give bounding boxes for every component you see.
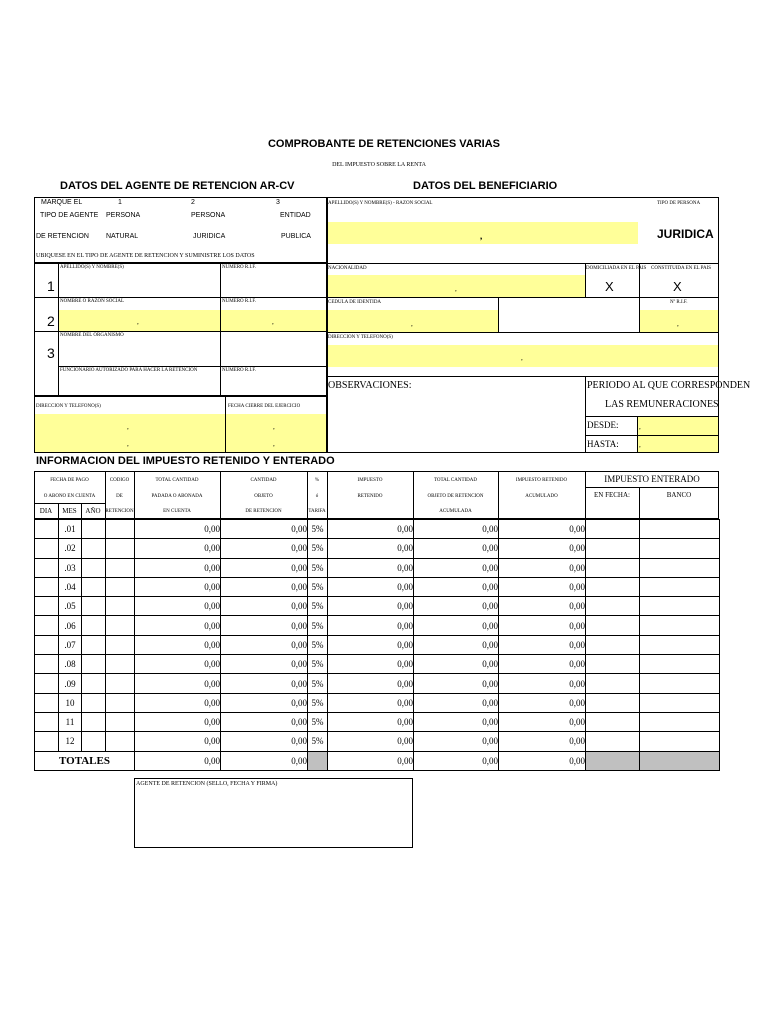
tot-obj-cell: 0,00: [414, 597, 499, 616]
h-pct-2: ó: [315, 494, 319, 499]
periodo-label-1: PERIODO AL QUE CORRESPONDEN: [587, 380, 751, 391]
imp-acum-cell: 0,00: [499, 539, 586, 558]
imp-acum-cell: 0,00: [499, 655, 586, 674]
total-cell: 0,00: [135, 616, 221, 635]
table-row: [35, 539, 720, 558]
table-row: [35, 520, 720, 539]
totales-fecha-cell: [586, 751, 640, 770]
agent-juridica-rif-field[interactable]: [221, 310, 326, 331]
mes-cell: 11: [59, 712, 82, 731]
cantidad-cell: 0,00: [221, 539, 308, 558]
cantidad-cell: 0,00: [221, 732, 308, 751]
en-fecha-cell[interactable]: [586, 732, 640, 751]
totales-tot-obj: 0,00: [414, 751, 499, 770]
mes-cell: .08: [59, 655, 82, 674]
dia-cell[interactable]: [35, 539, 59, 558]
dia-cell[interactable]: [35, 732, 59, 751]
ano-cell[interactable]: [82, 674, 106, 693]
ben-direccion-label: DIRECCION Y TELEFONO(S): [328, 335, 393, 340]
mes-cell: .06: [59, 616, 82, 635]
codigo-cell[interactable]: [106, 712, 135, 731]
dia-cell[interactable]: [35, 577, 59, 596]
banco-cell[interactable]: [640, 655, 720, 674]
en-fecha-cell[interactable]: [586, 712, 640, 731]
pct-cell: 5%: [308, 732, 328, 751]
ben-rif-field[interactable]: [640, 310, 718, 332]
ano-cell[interactable]: [82, 577, 106, 596]
agent-juridica-name-field[interactable]: [59, 310, 220, 331]
agent-row-3-number: 3: [47, 345, 55, 361]
codigo-cell[interactable]: [106, 597, 135, 616]
total-cell: 0,00: [135, 674, 221, 693]
pct-cell: 5%: [308, 712, 328, 731]
numero-rif-label-2: NUMERO R.I.F.: [222, 299, 257, 304]
pct-cell: 5%: [308, 655, 328, 674]
mes-cell: .07: [59, 635, 82, 654]
totales-impuesto: 0,00: [328, 751, 414, 770]
en-fecha-cell[interactable]: [586, 558, 640, 577]
beneficiary-section-title: DATOS DEL BENEFICIARIO: [413, 180, 558, 192]
pct-cell: 5%: [308, 558, 328, 577]
ano-cell[interactable]: [82, 597, 106, 616]
totales-total: 0,00: [135, 751, 221, 770]
ben-domiciliada-label: DOMICILIADA EN EL PAIS: [586, 266, 647, 271]
cantidad-cell: 0,00: [221, 597, 308, 616]
total-cell: 0,00: [135, 693, 221, 712]
impuesto-cell: 0,00: [328, 732, 414, 751]
desde-field[interactable]: [638, 417, 718, 435]
total-cell: 0,00: [135, 732, 221, 751]
table-row: [35, 577, 720, 596]
ben-tipo-persona-value: JURIDICA: [657, 227, 714, 241]
form-title: COMPROBANTE DE RETENCIONES VARIAS: [267, 138, 501, 150]
totales-label: TOTALES: [35, 751, 135, 770]
table-row: [35, 732, 720, 751]
agent-section-title: DATOS DEL AGENTE DE RETENCION AR-CV: [60, 180, 295, 192]
ben-tipo-persona-label: TIPO DE PERSONA: [657, 201, 701, 206]
tot-obj-cell: 0,00: [414, 732, 499, 751]
imp-acum-cell: 0,00: [499, 597, 586, 616]
ano-cell[interactable]: [82, 616, 106, 635]
h-pct-1: %: [314, 478, 320, 483]
en-fecha-cell[interactable]: [586, 655, 640, 674]
mes-cell: .05: [59, 597, 82, 616]
h-impuesto-2: RETENIDO: [357, 494, 383, 499]
ano-cell[interactable]: [82, 635, 106, 654]
codigo-cell[interactable]: [106, 616, 135, 635]
ben-cedula-label: CEDULA DE IDENTIDA: [328, 300, 382, 305]
codigo-cell[interactable]: [106, 635, 135, 654]
cantidad-cell: 0,00: [221, 655, 308, 674]
agent-fecha-value-2: ,: [273, 440, 275, 448]
mes-cell: .03: [59, 558, 82, 577]
impuesto-cell: 0,00: [328, 693, 414, 712]
imp-acum-cell: 0,00: [499, 577, 586, 596]
h-total-2: PADADA O ABONADA: [151, 494, 203, 499]
ben-observaciones-label: OBSERVACIONES:: [328, 380, 412, 391]
h-impuesto-1: IMPUESTO: [357, 478, 383, 483]
agent-address-value-2: ,: [127, 440, 129, 448]
agent-address-field[interactable]: [35, 414, 225, 452]
ben-nacionalidad-field[interactable]: [328, 275, 585, 297]
en-fecha-cell[interactable]: [586, 577, 640, 596]
h-ano: AÑO: [85, 507, 101, 515]
impuesto-cell: 0,00: [328, 558, 414, 577]
banco-cell[interactable]: [640, 712, 720, 731]
banco-cell[interactable]: [640, 520, 720, 539]
periodo-label-2: LAS REMUNERACIONES: [605, 399, 719, 410]
imp-acum-cell: 0,00: [499, 558, 586, 577]
numero-rif-label-1: NUMERO R.I.F.: [222, 265, 257, 270]
apellidos-label: APELLIDO(S) Y NOMBRE(S): [60, 265, 124, 270]
h-fecha-1: FECHA DE PAGO: [50, 478, 89, 483]
entidad-label: ENTIDAD: [280, 212, 311, 219]
natural-label: NATURAL: [106, 233, 139, 240]
agent-fecha-value-1: ,: [273, 423, 275, 431]
impuesto-cell: 0,00: [328, 655, 414, 674]
totales-cantidad: 0,00: [221, 751, 308, 770]
mes-cell: .01: [59, 520, 82, 539]
agent-natural-name-field[interactable]: [59, 271, 220, 297]
impuesto-cell: 0,00: [328, 539, 414, 558]
ano-cell[interactable]: [82, 712, 106, 731]
form-subtitle: DEL IMPUESTO SOBRE LA RENTA: [332, 162, 426, 168]
firma-box[interactable]: [134, 778, 413, 848]
h-fecha-2: O ABONO EN CUENTA: [43, 494, 96, 499]
total-cell: 0,00: [135, 520, 221, 539]
codigo-cell[interactable]: [106, 520, 135, 539]
table-row: [35, 597, 720, 616]
tot-obj-cell: 0,00: [414, 520, 499, 539]
totales-pct-cell: [308, 751, 328, 770]
hasta-value: ,: [639, 441, 641, 449]
h-imp-acum-1: IMPUESTO RETENIDO: [515, 478, 568, 483]
agent-row-1-number: 1: [47, 278, 55, 294]
pct-cell: 5%: [308, 539, 328, 558]
mes-cell: .04: [59, 577, 82, 596]
h-tot-obj-3: ACUMULADA: [439, 509, 472, 514]
desde-value: ,: [639, 423, 641, 431]
juridica-label: JURIDICA: [193, 233, 226, 240]
desde-label: DESDE:: [587, 420, 619, 430]
ben-rif-value: ,: [677, 320, 679, 328]
en-fecha-cell[interactable]: [586, 539, 640, 558]
pct-cell: 5%: [308, 693, 328, 712]
impuesto-cell: 0,00: [328, 674, 414, 693]
banco-cell[interactable]: [640, 693, 720, 712]
tot-obj-cell: 0,00: [414, 616, 499, 635]
imp-acum-cell: 0,00: [499, 520, 586, 539]
banco-cell[interactable]: [640, 558, 720, 577]
cantidad-cell: 0,00: [221, 577, 308, 596]
banco-cell[interactable]: [640, 577, 720, 596]
ben-cedula-value: ,: [411, 320, 413, 328]
table-row: [35, 558, 720, 577]
banco-cell[interactable]: [640, 616, 720, 635]
h-imp-acum-2: ACUMULADO: [525, 494, 558, 499]
h-pct-3: TARIFA: [308, 509, 326, 514]
dia-cell[interactable]: [35, 712, 59, 731]
ano-cell[interactable]: [82, 732, 106, 751]
h-codigo-1: CODIGO: [109, 478, 130, 483]
banco-cell[interactable]: [640, 539, 720, 558]
h-tot-obj-2: OBJETO DE RETENCION: [427, 494, 484, 499]
en-fecha-cell[interactable]: [586, 674, 640, 693]
cantidad-cell: 0,00: [221, 635, 308, 654]
h-cantidad-3: DE RETENCION: [245, 509, 282, 514]
pct-cell: 5%: [308, 520, 328, 539]
table-row: [35, 693, 720, 712]
totales-banco-cell: [640, 751, 720, 770]
codigo-cell[interactable]: [106, 732, 135, 751]
h-mes: MES: [62, 507, 77, 515]
total-cell: 0,00: [135, 539, 221, 558]
dia-cell[interactable]: [35, 558, 59, 577]
cantidad-cell: 0,00: [221, 674, 308, 693]
impuesto-cell: 0,00: [328, 520, 414, 539]
ano-cell[interactable]: [82, 693, 106, 712]
direccion-label: DIRECCION Y TELEFONO(S): [36, 404, 101, 409]
pct-cell: 5%: [308, 577, 328, 596]
tot-obj-cell: 0,00: [414, 539, 499, 558]
impuesto-cell: 0,00: [328, 597, 414, 616]
total-cell: 0,00: [135, 655, 221, 674]
h-codigo-3: RETENCION: [105, 509, 134, 514]
mes-cell: 12: [59, 732, 82, 751]
en-fecha-cell[interactable]: [586, 693, 640, 712]
codigo-cell[interactable]: [106, 655, 135, 674]
cantidad-cell: 0,00: [221, 520, 308, 539]
dia-cell[interactable]: [35, 520, 59, 539]
totales-imp-acum: 0,00: [499, 751, 586, 770]
imp-acum-cell: 0,00: [499, 712, 586, 731]
total-cell: 0,00: [135, 635, 221, 654]
ben-nacionalidad-label: NACIONALIDAD: [328, 266, 367, 271]
imp-acum-cell: 0,00: [499, 693, 586, 712]
ben-cedula-field[interactable]: [328, 310, 498, 332]
pct-cell: 5%: [308, 597, 328, 616]
agent-row-2-number: 2: [47, 313, 55, 329]
banco-cell[interactable]: [640, 732, 720, 751]
ben-constituida-label: CONSTITUIDA EN EL PAIS: [651, 266, 712, 271]
h-total-1: TOTAL CANTIDAD: [155, 478, 199, 483]
ben-name-value: ,: [480, 231, 483, 241]
tot-obj-cell: 0,00: [414, 577, 499, 596]
table-row: [35, 635, 720, 654]
h-dia: DIA: [39, 507, 53, 515]
tipo-agente-label: TIPO DE AGENTE: [40, 212, 99, 219]
agent-type-col3: 3: [276, 199, 280, 206]
nombre-organismo-label: NOMBRE DEL ORGANISMO: [60, 333, 124, 338]
h-cantidad-2: OBJETO: [254, 494, 273, 499]
ben-apellidos-label: APELLIDO(S) Y NOMBRE(S) - RAZON SOCIAL: [328, 201, 433, 206]
banco-cell[interactable]: [640, 597, 720, 616]
ano-cell[interactable]: [82, 539, 106, 558]
dia-cell[interactable]: [35, 597, 59, 616]
impuesto-cell: 0,00: [328, 577, 414, 596]
agent-organismo-field[interactable]: [59, 339, 326, 366]
tot-obj-cell: 0,00: [414, 558, 499, 577]
h-banco: BANCO: [666, 491, 692, 499]
h-cantidad-1: CANTIDAD: [250, 478, 277, 483]
table-row: [35, 712, 720, 731]
agent-address-value-1: ,: [127, 423, 129, 431]
impuesto-cell: 0,00: [328, 616, 414, 635]
imp-acum-cell: 0,00: [499, 616, 586, 635]
tot-obj-cell: 0,00: [414, 655, 499, 674]
en-fecha-cell[interactable]: [586, 597, 640, 616]
agent-juridica-rif-value: ,: [272, 318, 274, 326]
imp-acum-cell: 0,00: [499, 674, 586, 693]
firma-label: AGENTE DE RETENCION (SELLO, FECHA Y FIRMA): [136, 781, 278, 787]
dia-cell[interactable]: [35, 693, 59, 712]
numero-rif-label-3: NUMERO R.I.F.: [222, 368, 257, 373]
ubiquese-instruction: UBIQUESE EN EL TIPO DE AGENTE DE RETENCION Y SUMINISTRE LOS DATOS: [36, 253, 255, 259]
agent-juridica-name-value: ,: [137, 318, 139, 326]
table-row: [35, 616, 720, 635]
h-tot-obj-1: TOTAL CANTIDAD: [433, 478, 478, 483]
de-retencion-label: DE RETENCION: [36, 233, 89, 240]
mes-cell: 10: [59, 693, 82, 712]
codigo-cell[interactable]: [106, 539, 135, 558]
h-total-3: EN CUENTA: [163, 509, 191, 514]
impuesto-section-title: INFORMACION DEL IMPUESTO RETENIDO Y ENTERADO: [36, 455, 335, 467]
table-row: [35, 655, 720, 674]
dia-cell[interactable]: [35, 635, 59, 654]
banco-cell[interactable]: [640, 674, 720, 693]
tot-obj-cell: 0,00: [414, 635, 499, 654]
codigo-cell[interactable]: [106, 693, 135, 712]
ben-observaciones-field[interactable]: [327, 377, 585, 453]
totales-row: [35, 751, 720, 770]
tot-obj-cell: 0,00: [414, 674, 499, 693]
marque-label: MARQUE EL: [41, 199, 83, 206]
fecha-cierre-label: FECHA CIERRE DEL EJERCICIO: [228, 404, 301, 409]
total-cell: 0,00: [135, 577, 221, 596]
ben-name-field[interactable]: [328, 222, 638, 244]
ben-constituida-value: X: [673, 279, 682, 294]
impuesto-cell: 0,00: [328, 635, 414, 654]
ben-direccion-value: ,: [521, 354, 523, 362]
ben-nacionalidad-value: ,: [455, 285, 457, 293]
impuesto-table: [34, 519, 720, 771]
persona-juridica-label: PERSONA: [191, 212, 226, 219]
dia-cell[interactable]: [35, 674, 59, 693]
hasta-field[interactable]: [638, 436, 718, 452]
agent-fecha-cierre-field[interactable]: [226, 414, 326, 452]
total-cell: 0,00: [135, 712, 221, 731]
funcionario-label: FUNCIONARIO AUTORIZADO PARA HACER LA RETENCION: [60, 368, 198, 373]
dia-cell[interactable]: [35, 655, 59, 674]
codigo-cell[interactable]: [106, 674, 135, 693]
h-en-fecha: EN FECHA:: [594, 491, 630, 499]
mes-cell: .09: [59, 674, 82, 693]
codigo-cell[interactable]: [106, 558, 135, 577]
h-codigo-2: DE: [116, 494, 123, 499]
pct-cell: 5%: [308, 674, 328, 693]
ano-cell[interactable]: [82, 655, 106, 674]
hasta-label: HASTA:: [587, 439, 619, 449]
pct-cell: 5%: [308, 635, 328, 654]
ben-domiciliada-value: X: [605, 279, 614, 294]
pct-cell: 5%: [308, 616, 328, 635]
table-row: [35, 674, 720, 693]
agent-type-col2: 2: [191, 199, 195, 206]
agent-natural-rif-field[interactable]: [221, 271, 326, 297]
imp-acum-cell: 0,00: [499, 635, 586, 654]
tot-obj-cell: 0,00: [414, 712, 499, 731]
publica-label: PUBLICA: [281, 233, 311, 240]
en-fecha-cell[interactable]: [586, 635, 640, 654]
ben-rif-label: Nº R.I.F.: [670, 300, 688, 305]
en-fecha-cell[interactable]: [586, 520, 640, 539]
dia-cell[interactable]: [35, 616, 59, 635]
total-cell: 0,00: [135, 597, 221, 616]
imp-acum-cell: 0,00: [499, 732, 586, 751]
banco-cell[interactable]: [640, 635, 720, 654]
cantidad-cell: 0,00: [221, 712, 308, 731]
total-cell: 0,00: [135, 558, 221, 577]
agent-type-col1: 1: [118, 199, 122, 206]
persona-natural-label: PERSONA: [106, 212, 141, 219]
h-enterado: IMPUESTO ENTERADO: [604, 474, 700, 484]
cantidad-cell: 0,00: [221, 693, 308, 712]
cantidad-cell: 0,00: [221, 558, 308, 577]
cantidad-cell: 0,00: [221, 616, 308, 635]
ano-cell[interactable]: [82, 558, 106, 577]
codigo-cell[interactable]: [106, 577, 135, 596]
ano-cell[interactable]: [82, 520, 106, 539]
ben-direccion-field[interactable]: [328, 345, 718, 367]
nombre-razon-label: NOMBRE O RAZON SOCIAL: [60, 299, 125, 304]
impuesto-cell: 0,00: [328, 712, 414, 731]
en-fecha-cell[interactable]: [586, 616, 640, 635]
mes-cell: .02: [59, 539, 82, 558]
tot-obj-cell: 0,00: [414, 693, 499, 712]
